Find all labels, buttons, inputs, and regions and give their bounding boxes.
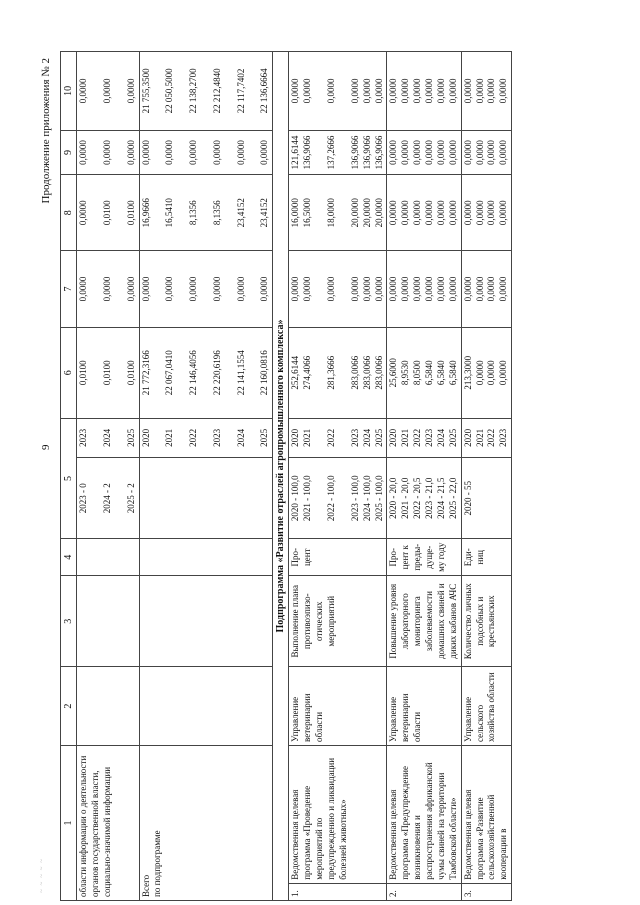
col-header: 2 [61,667,77,746]
indicator-values: 2023 - 0 2024 - 2 2025 - 2 [77,458,139,539]
other-amount: 0,0000 0,0000 0,0000 0,0000 0,0000 0,0000 [387,52,461,131]
local-amount: 0,0000 0,0000 0,0000 0,0000 [461,130,512,174]
col-header: 1 [61,745,77,900]
indicator-values: 2020 - 100,0 2021 - 100,0 2022 - 100,0 2023 - 100,0 2024 - 100,0 2025 - 100,0 [289,458,387,539]
row-number: 3. [461,883,512,900]
total-amount: 21 772,3166 22 067,0410 22 146,4056 22 220,6196 22 141,1554 22 160,0816 [139,327,273,418]
local-amount: 0,0000 0,0000 0,0000 0,0000 0,0000 0,0000 [139,130,273,174]
table-row [77,52,139,901]
federal-amount: 0,0000 0,0000 0,0000 0,0000 [461,251,512,327]
table-row [461,52,512,901]
local-amount: 121,6144 136,9066 137,2666 136,9066 136,9066 136,9066 [289,130,387,174]
years: 2020 2021 2022 2023 2024 2025 [139,418,273,457]
unit: Про-цент [289,539,387,576]
row-description: Ведомственная целевая программа «Проведение мероприятий по предупреждению и ликвидации болезней животных» [289,745,387,883]
row-number: 2. [387,883,461,900]
years: 2020 2021 2022 2023 [461,418,512,457]
total-amount: 25,6000 8,9530 8,0500 6,5840 6,5840 6,5840 [387,327,461,418]
total-amount: 213,3000 0,0000 0,0000 0,0000 [461,327,512,418]
unit: Еди-ниц [461,539,512,576]
local-amount: 0,0000 0,0000 0,0000 0,0000 0,0000 0,0000 [387,130,461,174]
subprogram-row [273,52,289,901]
subprogram-title: Подпрограмма «Развитие отраслей агропромышленного комплекса» [273,52,289,901]
other-amount: 0,0000 0,0000 0,0000 0,0000 0,0000 0,0000 [289,52,387,131]
continuation-label: Продолжение приложения № 2 [40,58,52,204]
other-amount: 0,0000 0,0000 0,0000 [77,52,139,131]
row-number: 1. [289,883,387,900]
regional-amount: 0,0000 0,0000 0,0000 0,0000 [461,175,512,251]
indicator-values: 2020 - 55 [461,458,512,539]
total-amount: 0,0100 0,0100 0,0100 [77,327,139,418]
col-header: 10 [61,52,77,131]
total-row [139,52,273,901]
regional-amount: 16,0000 16,5000 18,0000 20,0000 20,0000 20,0000 [289,175,387,251]
federal-amount: 0,0000 0,0000 0,0000 0,0000 0,0000 0,0000 [387,251,461,327]
local-amount: 0,0000 0,0000 0,0000 [77,130,139,174]
table-row [289,52,387,901]
years: 2023 2024 2025 [77,418,139,457]
unit: Про-цент к преды-дуще-му году [387,539,461,576]
indicator-name: Количество личных подсобных и крестьянских [461,576,512,667]
row-description: Ведомственная целевая программа «Развитие сельскохозяйственной кооперации в [461,745,512,883]
appendix-table [60,51,512,901]
executor: Управление ветеринарии области [289,667,387,746]
federal-amount: 0,0000 0,0000 0,0000 0,0000 0,0000 0,0000 [289,251,387,327]
executor: Управление сельского хозяйства области [461,667,512,746]
regional-amount: 16,9666 16,5410 8,1356 8,1356 23,4152 23,4152 [139,175,273,251]
years: 2020 2021 2022 2023 2024 2025 [387,418,461,457]
regional-amount: 0,0000 0,0000 0,0000 0,0000 0,0000 0,0000 [387,175,461,251]
col-header: 8 [61,175,77,251]
faint-header-text: ~ ~ ~ ~ ~ [38,858,46,893]
total-label: Всего по подпрограмме [139,745,273,900]
indicator-name: Повышение уровня лабораторного мониторинга заболеваемости домашних свиней и диких кабанов АЧС [387,576,461,667]
col-header: 9 [61,130,77,174]
table-row [387,52,461,901]
federal-amount: 0,0000 0,0000 0,0000 [77,251,139,327]
col-header: 5 [61,418,77,539]
other-amount: 0,0000 0,0000 0,0000 0,0000 [461,52,512,131]
col-header: 6 [61,327,77,418]
col-header: 4 [61,539,77,576]
regional-amount: 0,0000 0,0100 0,0100 [77,175,139,251]
federal-amount: 0,0000 0,0000 0,0000 0,0000 0,0000 0,0000 [139,251,273,327]
row-description: области информации о деятельности органов государственной власти, социально-значимой информации [77,745,139,900]
years: 2020 2021 2022 2023 2024 2025 [289,418,387,457]
col-header: 7 [61,251,77,327]
row-description: Ведомственная целевая программа «Предупреждение возникновения и распространения африканской чумы свиней на территории Тамбовской области» [387,745,461,883]
col-header: 3 [61,576,77,667]
other-amount: 21 755,3500 22 050,5000 22 138,2700 22 212,4840 22 117,7402 22 136,6664 [139,52,273,131]
indicator-name: Выполнение плана противоэпизо-отических мероприятий [289,576,387,667]
total-amount: 252,6144 274,4066 281,3666 283,0066 283,0066 283,0066 [289,327,387,418]
column-numbers-row [61,52,77,901]
page-number: 9 [40,444,52,450]
executor: Управление ветеринарии области [387,667,461,746]
indicator-values: 2020 - 20,0 2021 - 20,0 2022 - 20,5 2023 - 21,0 2024 - 21,5 2025 - 22,0 [387,458,461,539]
